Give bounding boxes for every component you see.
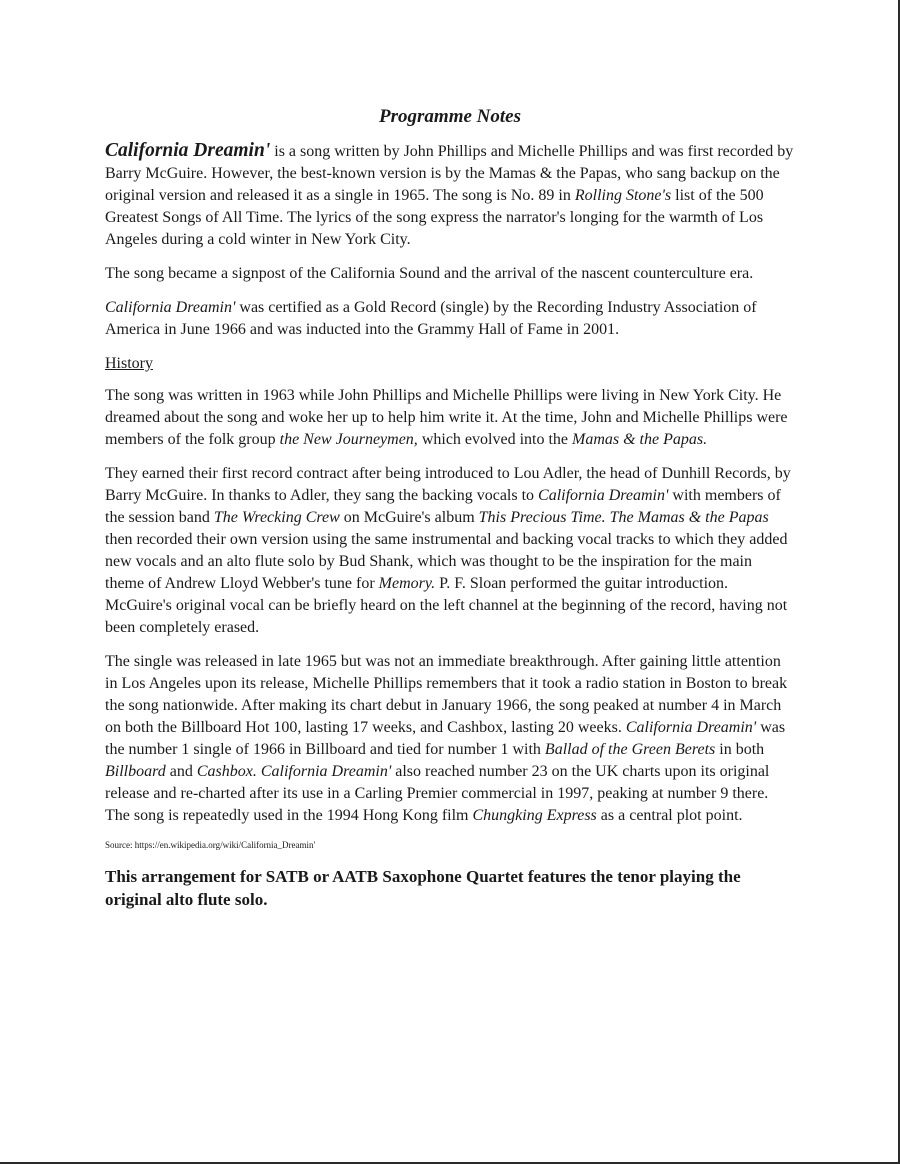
paragraph-intro: California Dreamin' is a song written by John Phillips and Michelle Phillips and was first recorded by Barry McGuire. However, the best-known version is by the Mamas & the Papas, who sang backup on the original version and released it as a single in 1965. The song is No. 89 in Rolling Stone's list of the 500 Greatest Songs of All Time. The lyrics of the song express the narrator's longing for the warmth of Los Angeles during a cold winter in New York City.: [105, 140, 794, 248]
history-heading: History: [105, 355, 153, 372]
paragraph-signpost: The song became a signpost of the California Sound and the arrival of the nascent counterculture era.: [105, 265, 754, 282]
page-title: Programme Notes: [379, 106, 521, 127]
arrangement-note: This arrangement for SATB or AATB Saxophone Quartet features the tenor playing the original alto flute solo.: [105, 867, 741, 909]
paragraph-history-origin: The song was written in 1963 while John Phillips and Michelle Phillips were living in New York City. He dreamed about the song and woke her up to help him write it. At the time, John and Michelle Phillips were members of the folk group the New Journeymen, which evolved into the Mamas & the Papas.: [105, 387, 788, 448]
source-citation: Source: https://en.wikipedia.org/wiki/California_Dreamin': [105, 840, 316, 850]
paragraph-certification: California Dreamin' was certified as a Gold Record (single) by the Recording Industry Association of America in June 1966 and was inducted into the Grammy Hall of Fame in 2001.: [105, 299, 757, 338]
programme-notes: [105, 104, 795, 911]
paragraph-history-recording: They earned their first record contract after being introduced to Lou Adler, the head of Dunhill Records, by Barry McGuire. In thanks to Adler, they sang the backing vocals to California Dreamin' with members of the session band The Wrecking Crew on McGuire's album This Precious Time. The Mamas & the Papas then recorded their own version using the same instrumental and backing vocal tracks to which they added new vocals and an alto flute solo by Bud Shank, which was thought to be the inspiration for the main theme of Andrew Lloyd Webber's tune for Memory. P. F. Sloan performed the guitar introduction. McGuire's original vocal can be briefly heard on the left channel at the beginning of the record, having not been completely erased.: [105, 465, 791, 636]
paragraph-history-release: The single was released in late 1965 but was not an immediate breakthrough. After gaining little attention in Los Angeles upon its release, Michelle Phillips remembers that it took a radio station in Boston to break the song nationwide. After making its chart debut in January 1966, the song peaked at number 4 in March on both the Billboard Hot 100, lasting 17 weeks, and Cashbox, lasting 20 weeks. California Dreamin' was the number 1 single of 1966 in Billboard and tied for number 1 with Ballad of the Green Berets in both Billboard and Cashbox. California Dreamin' also reached number 23 on the UK charts upon its original release and re-charted after its use in a Carling Premier commercial in 1997, peaking at number 9 there. The song is repeatedly used in the 1994 Hong Kong film Chungking Express as a central plot point.: [105, 653, 788, 824]
song-title: California Dreamin': [105, 140, 271, 161]
